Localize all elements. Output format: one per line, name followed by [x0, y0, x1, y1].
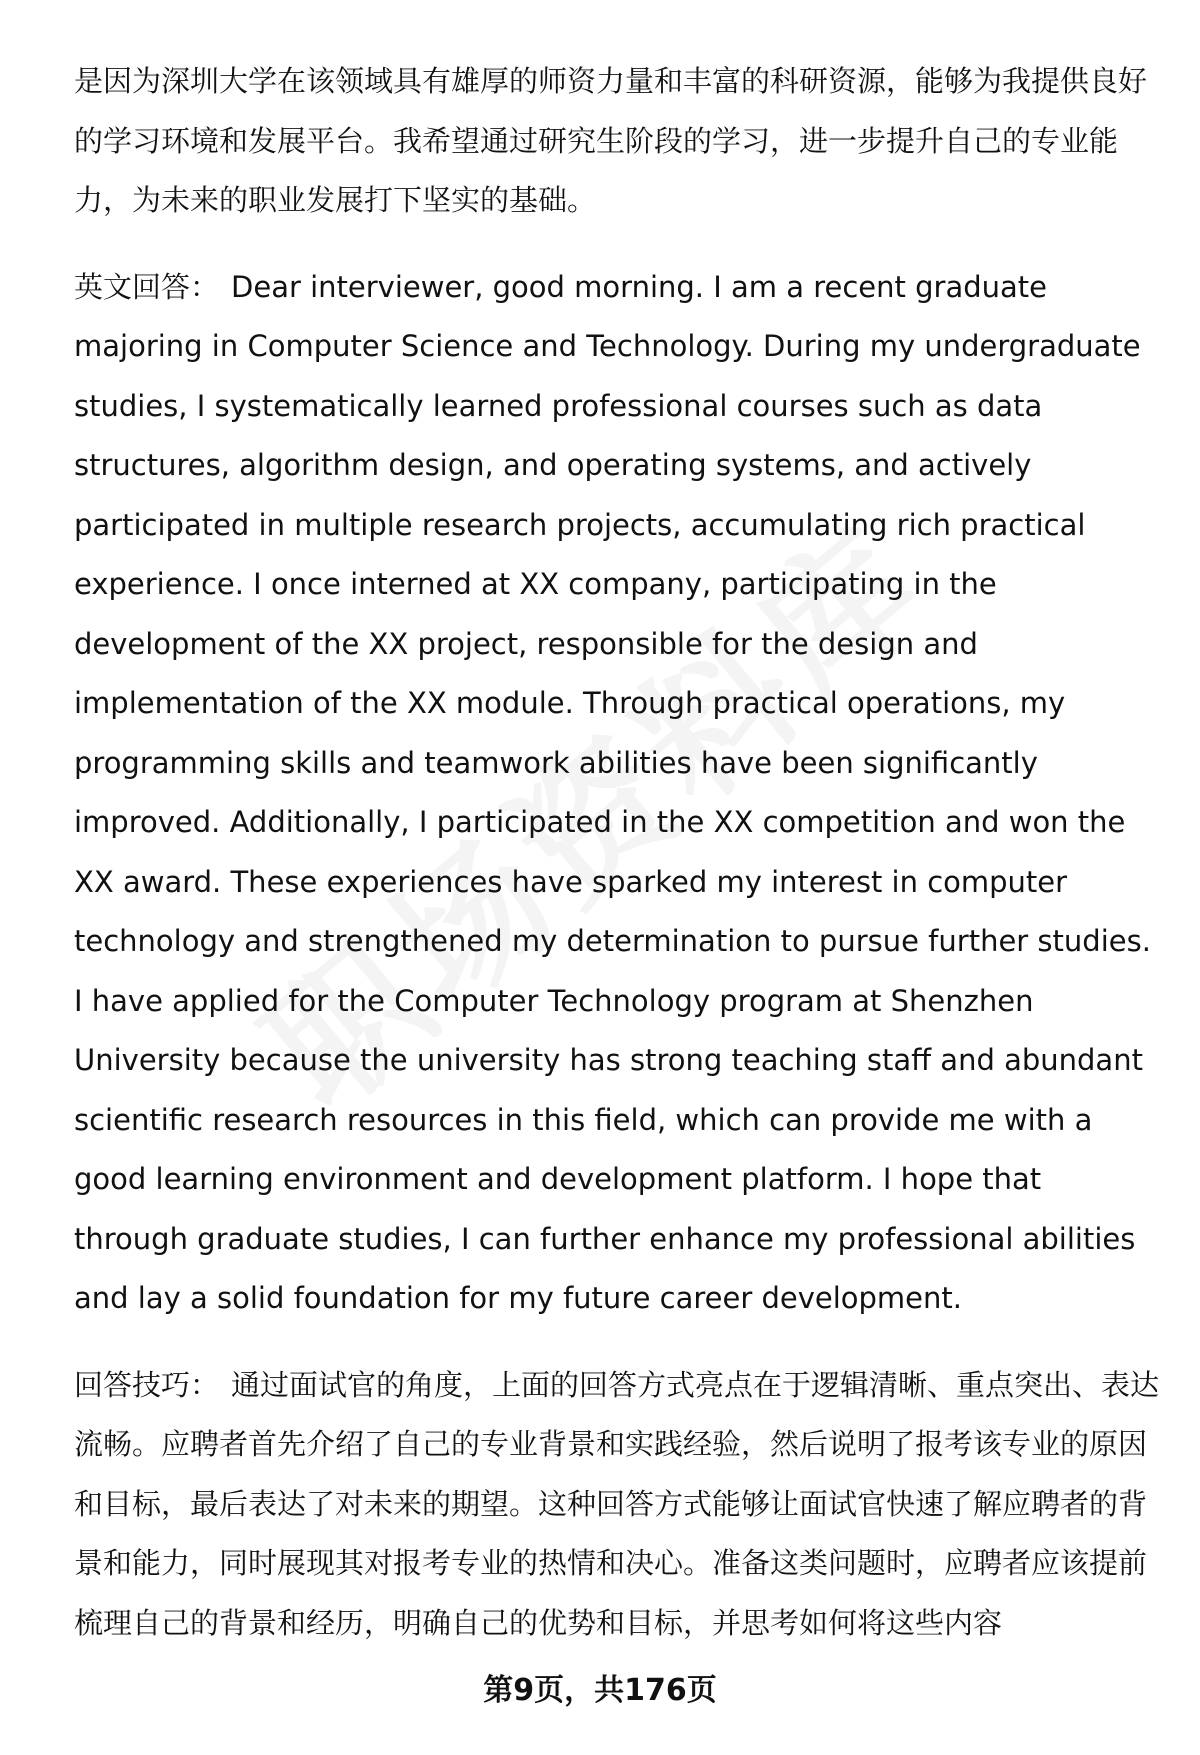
page-number: 第9页，共176页 — [483, 1673, 717, 1708]
document-body — [74, 52, 1164, 1680]
paragraph-english-answer — [74, 258, 1164, 1329]
english-answer-label: 英文回答： — [74, 269, 220, 304]
paragraph-chinese-continuation: 是因为深圳大学在该领域具有雄厚的师资力量和丰富的科研资源，能够为我提供良好的学习环境和发展平台。我希望通过研究生阶段的学习，进一步提升自己的专业能力，为未来的职业发展打下坚实的基础。 — [74, 64, 1148, 217]
answer-tips-label: 回答技巧： — [74, 1367, 220, 1402]
answer-tips-text: 通过面试官的角度，上面的回答方式亮点在于逻辑清晰、重点突出、表达流畅。应聘者首先介绍了自己的专业背景和实践经验，然后说明了报考该专业的原因和目标，最后表达了对未来的期望。这种回答方式能够让面试官快速了解应聘者的背景和能力，同时展现其对报考专业的热情和决心。准备这类问题时，应聘者应该提前梳理自己的背景和经历，明确自己的优势和目标，并思考如何将这些内容 — [74, 1367, 1160, 1640]
paragraph-answer-tips — [74, 1356, 1164, 1654]
english-answer-text: Dear interviewer, good morning. I am a recent graduate majoring in Computer Science and Technology. During my undergraduate studies, I systematically learned professional courses such as data structures, algorithm design, and operating systems, and actively participated in multiple research projects, accumulating rich practical experience. I once interned at XX company, participating in the development of the XX project, responsible for the design and implementation of the XX module. Through practical operations, my programming skills and teamwork abilities have been significantly improved. Additionally, I participated in the XX competition and won the XX award. These experiences have sparked my interest in computer technology and strengthened my determination to pursue further studies. I have applied for the Computer Technology program at Shenzhen University because the university has strong teaching staff and abundant scientific research resources in this field, which can provide me with a good learning environment and development platform. I hope that through graduate studies, I can further enhance my professional abilities and lay a solid foundation for my future career development. — [74, 269, 1151, 1315]
